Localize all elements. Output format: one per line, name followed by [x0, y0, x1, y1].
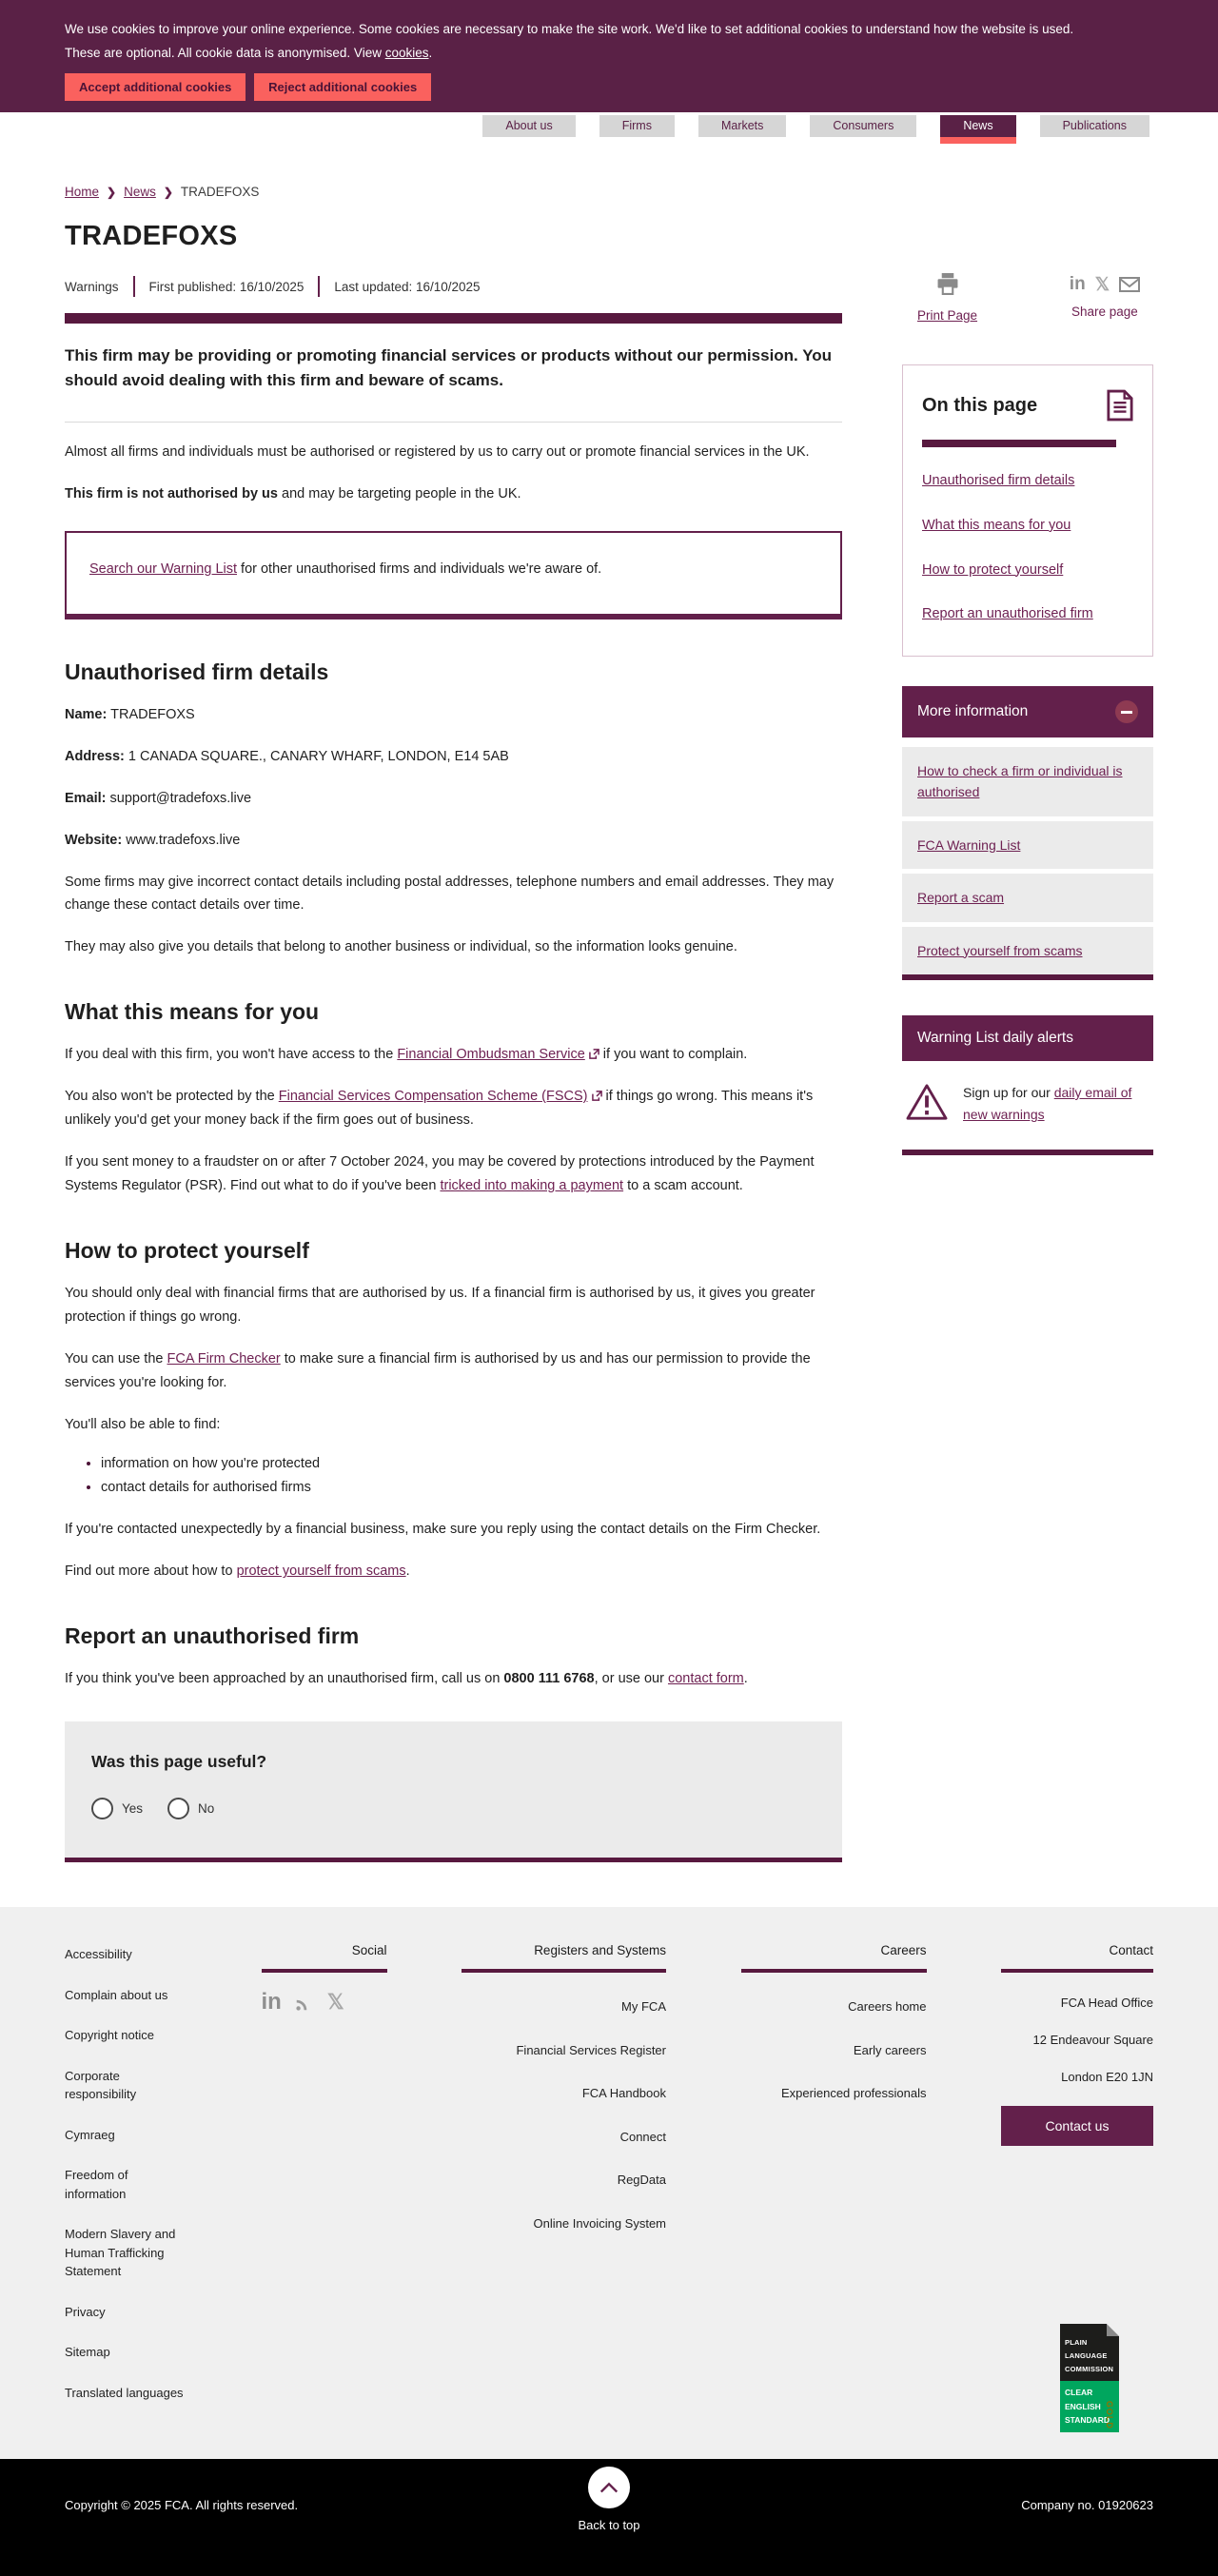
- site-footer: [0, 1907, 1218, 2459]
- badge-fold-corner: [1107, 2324, 1119, 2336]
- footer-link-modern-slavery[interactable]: Modern Slavery and Human Trafficking Statement: [65, 2227, 176, 2279]
- breadcrumb-current: TRADEFOXS: [180, 185, 260, 199]
- breadcrumb-home[interactable]: Home: [65, 185, 100, 199]
- website-label: Website:: [65, 832, 123, 848]
- toc-link-protect[interactable]: How to protect yourself: [922, 561, 1064, 578]
- details-paragraph-2: They may also give you details that belong to another business or individual, so the information looks genuine.: [65, 939, 737, 955]
- footer-link-sitemap[interactable]: Sitemap: [65, 2345, 110, 2360]
- text: You also won't be protected by the: [65, 1089, 279, 1105]
- means-paragraph-1: [65, 1043, 842, 1067]
- collapse-minus-icon[interactable]: [1115, 700, 1138, 723]
- warning-list-search-link[interactable]: Search our Warning List: [89, 560, 238, 577]
- tricked-into-payment-link[interactable]: [440, 1178, 623, 1193]
- badge-gold-label: GOLD: [1104, 2400, 1114, 2429]
- careers-heading: Careers: [741, 1943, 927, 1973]
- printer-icon[interactable]: [935, 273, 960, 295]
- page-feedback-box: [65, 1721, 842, 1862]
- footer-link-regdata[interactable]: RegData: [617, 2173, 666, 2188]
- footer-link-experienced[interactable]: Experienced professionals: [781, 2086, 927, 2101]
- x-twitter-icon[interactable]: 𝕏: [1094, 274, 1110, 295]
- tab-consumers[interactable]: Consumers: [810, 115, 916, 137]
- article-meta: [65, 276, 842, 297]
- footer-careers-column: [741, 1943, 927, 2402]
- cookie-text: We use cookies to improve your online experience. Some cookies are necessary to make the site work. We'd like to set additional cookies to understand how the website is used. These are optional. All cookie data is anonymised. View: [65, 22, 1074, 60]
- feedback-yes-radio[interactable]: [91, 1798, 113, 1819]
- link-text: Financial Ombudsman Service: [397, 1047, 585, 1063]
- firm-website: www.tradefoxs.live: [126, 832, 241, 848]
- badge-text: STANDARD: [1065, 2415, 1110, 2426]
- more-info-link-warning-list[interactable]: FCA Warning List: [902, 821, 1153, 869]
- bottom-bar: [0, 2459, 1218, 2576]
- on-this-page-title: On this page: [922, 394, 1038, 416]
- bullet-item: • contact details for authorised firms: [101, 1476, 842, 1500]
- not-authorised-bold: This firm is not authorised by us: [65, 485, 278, 501]
- footer-link-invoicing[interactable]: Online Invoicing System: [533, 2215, 666, 2231]
- chevron-up-icon: [599, 2481, 619, 2494]
- chevron-right-icon: ❯: [107, 186, 117, 199]
- text: if you want to complain.: [599, 1047, 748, 1063]
- text: , or use our: [594, 1671, 668, 1687]
- cookie-banner: [0, 0, 1218, 112]
- footer-link-fs-register[interactable]: Financial Services Register: [516, 2042, 666, 2057]
- text: Sign up for our: [963, 1084, 1054, 1100]
- print-page-link[interactable]: Print Page: [917, 308, 978, 323]
- firm-email: support@tradefoxs.live: [109, 790, 252, 806]
- protect-paragraph-5: [65, 1560, 842, 1583]
- alerts-signup-text: [963, 1082, 1151, 1126]
- footer-social-column: [262, 1943, 387, 2402]
- firm-address: 1 CANADA SQUARE., CANARY WHARF, LONDON, E14 5AB: [128, 748, 509, 764]
- name-label: Name:: [65, 706, 108, 722]
- footer-link-translated[interactable]: Translated languages: [65, 2385, 184, 2400]
- footer-link-foi[interactable]: Freedom of information: [65, 2168, 128, 2201]
- external-link-icon: [592, 1091, 602, 1101]
- firm-name: TRADEFOXS: [110, 706, 195, 722]
- feedback-no-option[interactable]: [167, 1798, 214, 1819]
- protect-paragraph-4: If you're contacted unexpectedly by a financial business, make sure you reply using the contact details on the Firm Checker.: [65, 1522, 821, 1538]
- not-authorised-rest: and may be targeting people in the UK.: [282, 485, 521, 501]
- reject-cookies-button[interactable]: Reject additional cookies: [254, 73, 431, 101]
- cookie-text-end: .: [428, 46, 433, 60]
- report-paragraph: [65, 1667, 842, 1691]
- breadcrumb-news[interactable]: News: [124, 185, 156, 199]
- tab-about-us[interactable]: About us: [482, 115, 575, 137]
- first-published: First published: 16/10/2025: [148, 279, 304, 294]
- more-information-title: More information: [917, 703, 1029, 719]
- contact-us-button[interactable]: Contact us: [1001, 2106, 1153, 2146]
- x-twitter-icon[interactable]: 𝕏: [326, 1990, 344, 2015]
- toc-link-details[interactable]: Unauthorised firm details: [922, 473, 1075, 488]
- bullet-item: • information on how you're protected: [101, 1452, 842, 1476]
- chevron-right-icon: ❯: [163, 186, 173, 199]
- daily-alerts-title: Warning List daily alerts: [902, 1015, 1153, 1061]
- feedback-yes-label: Yes: [122, 1801, 144, 1817]
- firm-checker-link[interactable]: [167, 1351, 281, 1367]
- category-label: Warnings: [65, 279, 119, 294]
- phone-number: 0800 111 6768: [503, 1671, 595, 1687]
- section-heading-protect: How to protect yourself: [65, 1238, 309, 1263]
- protect-paragraph-2: [65, 1347, 842, 1395]
- text: if things go wrong. This means it's unlikely you'd get your money back if the firm goes out of business.: [65, 1089, 814, 1129]
- divider: [133, 276, 135, 297]
- external-link-icon: [589, 1049, 599, 1059]
- link-text: daily email of new warnings: [963, 1084, 1132, 1123]
- warning-triangle-icon: [904, 1082, 950, 1122]
- text: If you think you've been approached by an unauthorised firm, call us on: [65, 1671, 504, 1687]
- footer-link-careers-home[interactable]: Careers home: [848, 1999, 927, 2015]
- section-heading-means: What this means for you: [65, 999, 320, 1025]
- firm-address-row: [65, 745, 842, 769]
- divider: [318, 276, 320, 297]
- contact-heading: Contact: [1001, 1943, 1153, 1973]
- footer-link-copyright[interactable]: Copyright notice: [65, 2028, 154, 2043]
- company-number: Company no. 01920623: [1021, 2498, 1153, 2513]
- share-page-label: Share page: [1071, 305, 1138, 319]
- back-to-top-button[interactable]: [588, 2467, 630, 2508]
- footer-link-cymraeg[interactable]: Cymraeg: [65, 2127, 115, 2142]
- address-label: Address:: [65, 748, 125, 764]
- title-divider-bar: [65, 313, 842, 324]
- feedback-no-radio[interactable]: [167, 1798, 189, 1819]
- print-action: [917, 273, 977, 323]
- text: If you sent money to a fraudster on or after 7 October 2024, you may be covered by protections introduced by the Payment Systems Regulator (PSR). Find out what to do if you've been: [65, 1154, 815, 1194]
- page-title: TRADEFOXS: [65, 221, 238, 251]
- contact-office: FCA Head Office: [1060, 1996, 1153, 2011]
- more-information-panel: [902, 686, 1153, 980]
- firm-email-row: [65, 787, 842, 811]
- tab-news[interactable]: News: [940, 115, 1015, 137]
- text: Find out more about how to: [65, 1563, 237, 1580]
- footer-registers-column: [462, 1943, 666, 2402]
- text: If you deal with this firm, you won't have access to the: [65, 1047, 398, 1063]
- text: You can use the: [65, 1350, 167, 1367]
- feedback-yes-option[interactable]: [91, 1798, 143, 1819]
- badge-text: LANGUAGE: [1065, 2350, 1108, 2360]
- daily-alerts-panel: [902, 1015, 1153, 1155]
- badge-text: CLEAR: [1065, 2387, 1093, 2397]
- protect-from-scams-link[interactable]: [237, 1563, 406, 1579]
- footer-link-early-careers[interactable]: Early careers: [853, 2042, 927, 2057]
- firm-name-row: [65, 703, 842, 727]
- footer-link-complain[interactable]: Complain about us: [65, 1987, 168, 2002]
- toc-link-report[interactable]: Report an unauthorised firm: [922, 606, 1093, 622]
- badge-text: PLAIN: [1065, 2338, 1088, 2347]
- plain-language-badge: [1060, 2324, 1119, 2432]
- footer-link-privacy[interactable]: Privacy: [65, 2304, 106, 2319]
- means-paragraph-2: [65, 1085, 842, 1132]
- section-heading-report: Report an unauthorised firm: [65, 1623, 360, 1649]
- breadcrumb: [0, 160, 1218, 199]
- tab-publications[interactable]: Publications: [1040, 115, 1149, 137]
- page-actions: [902, 273, 1153, 323]
- document-icon: [1107, 389, 1133, 422]
- section-heading-details: Unauthorised firm details: [65, 659, 329, 684]
- badge-text: COMMISSION: [1065, 2364, 1114, 2373]
- protect-bullet-list: [65, 1452, 842, 1501]
- protect-paragraph-1: You should only deal with financial firms that are authorised by us. If a financial firm is authorised by us, it gives you greater protection if things go wrong.: [65, 1286, 815, 1325]
- more-info-link-check-firm[interactable]: How to check a firm or individual is authorised: [902, 747, 1153, 816]
- warning-list-callout: [65, 531, 842, 619]
- protect-paragraph-3: You'll also be able to find:: [65, 1416, 221, 1432]
- means-paragraph-3: [65, 1150, 842, 1198]
- text: .: [743, 1671, 748, 1687]
- primary-nav: [0, 112, 1218, 160]
- contact-street: 12 Endeavour Square: [1032, 2033, 1153, 2048]
- footer-link-corporate[interactable]: Corporate responsibility: [65, 2068, 137, 2102]
- tab-firms[interactable]: Firms: [599, 115, 675, 137]
- email-share-icon[interactable]: [1119, 277, 1140, 292]
- divider: [65, 422, 842, 423]
- copyright-text: Copyright © 2025 FCA. All rights reserved.: [65, 2498, 299, 2513]
- firm-website-row: [65, 829, 842, 853]
- back-to-top-label: Back to top: [578, 2518, 640, 2533]
- not-authorised-paragraph: [65, 482, 842, 506]
- linkedin-icon[interactable]: in: [1069, 274, 1086, 294]
- email-label: Email:: [65, 790, 107, 806]
- link-text: protect yourself from scams: [236, 1563, 406, 1580]
- warning-list-text: for other unauthorised firms and individuals we're aware of.: [237, 560, 602, 577]
- link-text: FCA Firm Checker: [167, 1350, 281, 1367]
- badge-text: ENGLISH: [1065, 2401, 1101, 2411]
- footer-link-handbook[interactable]: FCA Handbook: [581, 2086, 666, 2101]
- footer-link-accessibility[interactable]: Accessibility: [65, 1947, 132, 1962]
- details-paragraph-1: Some firms may give incorrect contact details including postal addresses, telephone numbers and email addresses. They may change these contact details over time.: [65, 874, 835, 914]
- cookies-link[interactable]: cookies: [384, 46, 429, 60]
- rss-icon[interactable]: [294, 1992, 315, 2013]
- on-this-page-panel: [902, 364, 1153, 657]
- tab-markets[interactable]: Markets: [698, 115, 786, 137]
- ombudsman-link[interactable]: [397, 1047, 599, 1062]
- text: .: [405, 1563, 410, 1580]
- last-updated: Last updated: 16/10/2025: [334, 279, 481, 294]
- more-info-link-report-scam[interactable]: Report a scam: [902, 874, 1153, 921]
- footer-link-connect[interactable]: Connect: [619, 2129, 666, 2144]
- link-text: Financial Services Compensation Scheme (FSCS): [278, 1089, 588, 1105]
- contact-form-link[interactable]: [668, 1671, 744, 1686]
- link-text: contact form: [667, 1671, 744, 1687]
- text: to a scam account.: [623, 1178, 743, 1194]
- lead-paragraph: This firm may be providing or promoting financial services or products without our permission. You should avoid dealing with this firm and beware of scams.: [65, 346, 833, 390]
- link-text: tricked into making a payment: [440, 1178, 624, 1194]
- toc-link-means[interactable]: What this means for you: [922, 517, 1071, 533]
- more-info-link-protect[interactable]: Protect yourself from scams: [902, 927, 1153, 974]
- fscs-link[interactable]: [279, 1089, 602, 1104]
- accept-cookies-button[interactable]: Accept additional cookies: [65, 73, 246, 101]
- intro-paragraph: Almost all firms and individuals must be authorised or registered by us to carry out or promote financial services in the UK.: [65, 443, 810, 460]
- text: to make sure a financial firm is authorised by us and has our permission to provide the services you're looking for.: [65, 1350, 811, 1390]
- footer-links-column: [65, 1943, 187, 2402]
- footer-link-my-fca[interactable]: My FCA: [621, 1999, 666, 2015]
- panel-divider-bar: [922, 440, 1116, 447]
- cookie-message: [65, 17, 1111, 65]
- social-heading: Social: [262, 1943, 387, 1973]
- registers-heading: Registers and Systems: [462, 1943, 666, 1973]
- feedback-question: Was this page useful?: [91, 1752, 267, 1772]
- contact-city: London E20 1JN: [1061, 2070, 1153, 2085]
- share-action: [1070, 273, 1140, 323]
- linkedin-icon[interactable]: in: [261, 1989, 282, 2016]
- feedback-no-label: No: [198, 1801, 215, 1817]
